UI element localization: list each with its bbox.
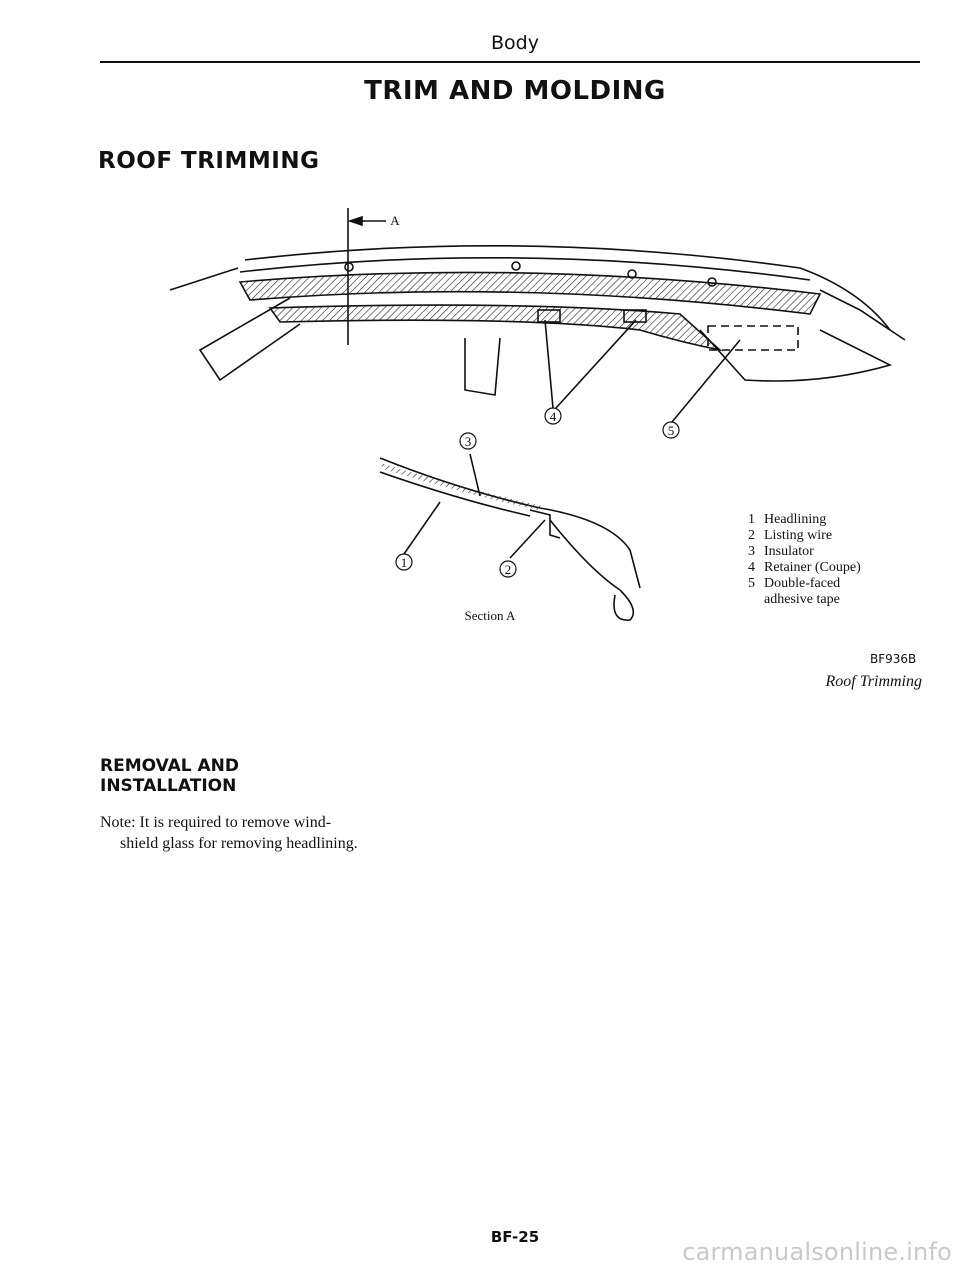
parts-legend (748, 512, 874, 608)
page-number: BF-25 (490, 1228, 540, 1246)
legend-item (748, 512, 874, 528)
figure-code: BF936B (870, 652, 917, 666)
callout-3: 3 (464, 434, 472, 449)
legend-text: Headlining (764, 512, 827, 527)
legend-item (748, 576, 874, 608)
note-line-2: shield glass for removing headlining. (120, 835, 358, 852)
legend-number: 5 (748, 576, 755, 591)
legend-text: Double-faced adhesive tape (764, 576, 841, 607)
removal-heading: REMOVAL AND INSTALLATION (100, 756, 240, 796)
header-rule (100, 61, 920, 63)
view-marker-label: A (390, 213, 400, 228)
page-title: TRIM AND MOLDING (364, 76, 666, 106)
removal-note (100, 812, 360, 854)
legend-number: 1 (748, 512, 755, 527)
legend-text: Insulator (764, 544, 814, 559)
callout-4: 4 (549, 409, 557, 424)
section-a-label: Section A (464, 608, 516, 623)
legend-number: 4 (748, 560, 755, 575)
legend-item (748, 544, 874, 560)
section-heading: ROOF TRIMMING (98, 148, 320, 174)
legend-item (748, 560, 874, 576)
legend-text: Listing wire (764, 528, 833, 543)
callout-1: 1 (400, 555, 408, 570)
callout-2: 2 (504, 562, 512, 577)
legend-number: 3 (748, 544, 755, 559)
header-section-label: Body (491, 32, 539, 54)
watermark: carmanualsonline.info (682, 1238, 952, 1266)
legend-number: 2 (748, 528, 755, 543)
callout-5: 5 (667, 423, 675, 438)
legend-item (748, 528, 874, 544)
legend-text: Retainer (Coupe) (764, 560, 861, 575)
note-line-1: Note: It is required to remove wind- (100, 814, 332, 831)
figure-caption: Roof Trimming (825, 673, 922, 690)
